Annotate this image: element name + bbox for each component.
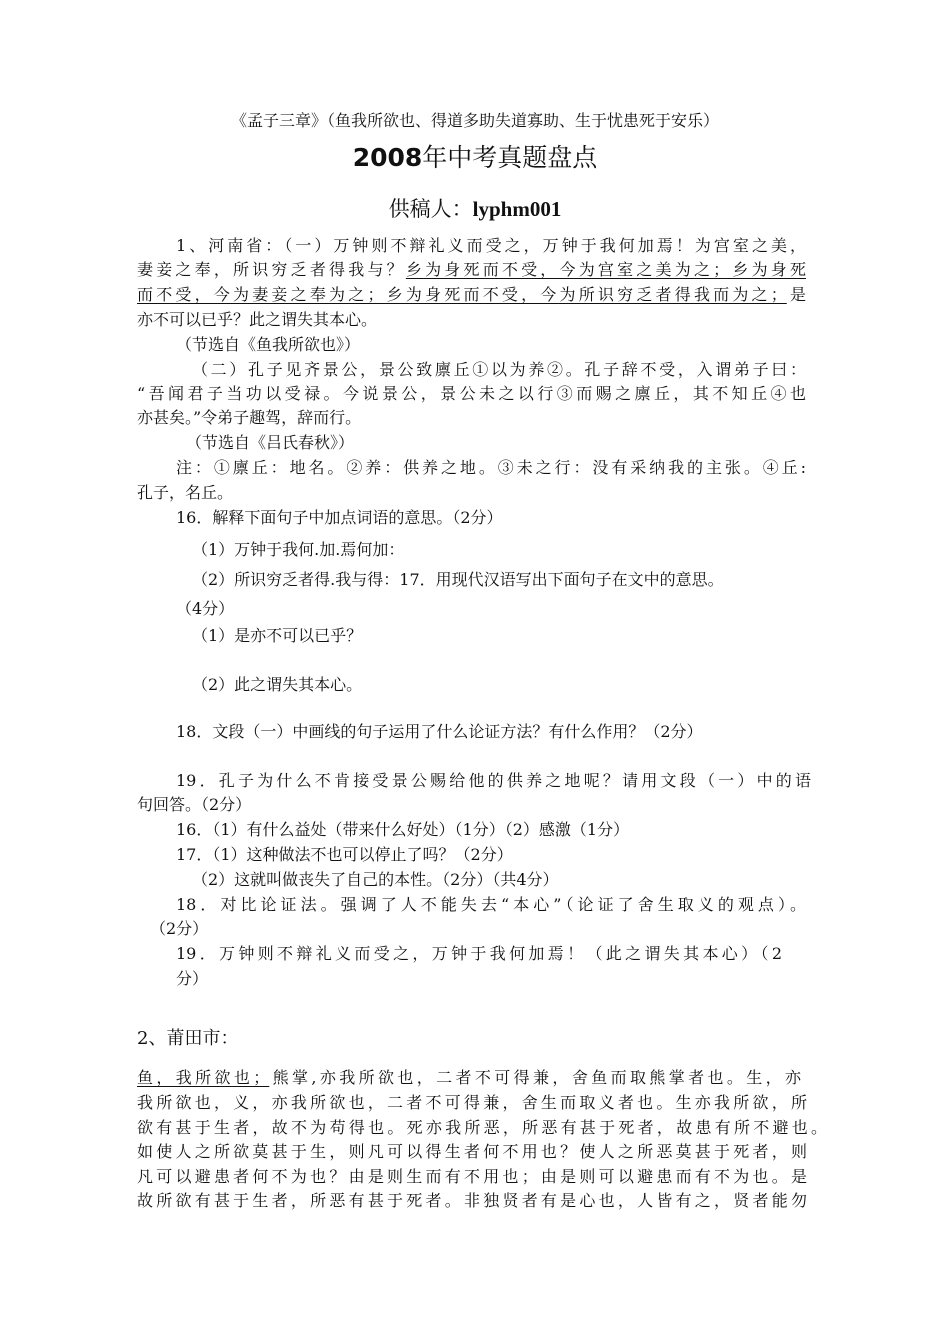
question-17-part-1: （1）是亦不可以已乎？ [192, 626, 363, 645]
title-year: 2008 [352, 143, 423, 172]
question-19-line-2: 句回答。（2分） [137, 795, 252, 814]
q1-passage2-line-3: 亦甚矣。”令弟子趣驾，辞而行。 [137, 408, 362, 427]
answer-19-line-1: 19．万钟则不辩礼义而受之，万钟于我何加焉！（此之谓失其本心）（2 [176, 944, 782, 963]
question-17-points: （4分） [176, 599, 235, 618]
q1-passage2-line-2: “吾闻君子当功以受禄。今说景公，景公未之以行③而赐之廪丘，其不知丘④也 [137, 384, 806, 403]
answer-18-line-1: 18．对比论证法。强调了人不能失去“本心”（论证了舍生取义的观点）。 [176, 895, 806, 914]
q1-line-2-underlined: 乡为身死而不受，今为宫室之美为之；乡为身死 [405, 260, 806, 279]
document-title [0, 138, 950, 174]
source-note-1: （节选自《鱼我所欲也》） [176, 335, 361, 354]
question-18: 18．文段（一）中画线的句子运用了什么论证方法？有什么作用？（2分） [176, 722, 703, 741]
contributor-line [0, 193, 950, 223]
q1-line-2-text: 妻妾之奉，所识穷乏者得我与？ [137, 260, 406, 279]
q2-line-5: 凡可以避患者何不为也？由是则生而有不用也；由是则可以避患而有不为也。是 [137, 1167, 807, 1186]
q1-line-4: 亦不可以已乎？此之谓失其本心。 [137, 310, 378, 329]
q2-line-3: 欲有甚于生者，故不为苟得也。死亦我所恶，所恶有甚于死者，故患有所不避也。 [137, 1118, 827, 1137]
q2-line-1-text: 熊掌,亦我所欲也，二者不可得兼，舍鱼而取熊掌者也。生，亦 [269, 1068, 801, 1087]
q2-line-6: 故所欲有甚于生者，所恶有甚于死者。非独贤者有是心也，人皆有之，贤者能勿 [137, 1191, 807, 1210]
contributor-name: lyphm001 [472, 197, 562, 221]
document-subtitle: 《孟子三章》（鱼我所欲也、得道多助失道寡助、生于忧患死于安乐） [230, 111, 719, 130]
answer-18-line-2: （2分） [150, 919, 209, 938]
q1-line-3-text: 是 [786, 285, 806, 304]
question-16-part-1: （1）万钟于我何.加.焉何加： [192, 540, 405, 559]
question-16-part-2: （2）所识穷乏者得.我与得：17．用现代汉语写出下面句子在文中的意思。 [192, 570, 724, 589]
answer-16: 16．（1）有什么益处（带来什么好处）（1分）（2）感激（1分） [176, 820, 630, 839]
question-19-line-1: 19．孔子为什么不肯接受景公赐给他的供养之地呢？请用文段（一）中的语 [176, 771, 811, 790]
q1-passage2-line-1: （二）孔子见齐景公，景公致廪丘①以为养②。孔子辞不受，入谓弟子曰： [192, 360, 806, 379]
title-text: 年中考真题盘点 [422, 143, 598, 172]
section-2-heading: 2、莆田市： [137, 1028, 239, 1049]
q1-line-3 [137, 283, 806, 307]
q2-line-2: 我所欲也，义，亦我所欲也，二者不可得兼，舍生而取义者也。生亦我所欲，所 [137, 1093, 807, 1112]
source-note-2: （节选自《吕氏春秋》） [186, 433, 355, 452]
q2-line-1-underlined: 鱼，我所欲也； [137, 1068, 270, 1087]
q2-line-4: 如使人之所欲莫甚于生，则凡可以得生者何不用也？使人之所恶莫甚于死者，则 [137, 1142, 807, 1161]
q1-line-2 [137, 258, 806, 282]
annotation-line-2: 孔子，名丘。 [137, 483, 234, 502]
q2-line-1 [137, 1066, 801, 1090]
answer-17-part-1: 17．（1）这种做法不也可以停止了吗？（2分） [176, 845, 513, 864]
annotation-line-1: 注：①廪丘：地名。②养：供养之地。③未之行：没有采纳我的主张。④丘: [176, 458, 806, 477]
question-16: 16．解释下面句子中加点词语的意思。（2分） [176, 508, 503, 527]
contributor-label: 供稿人： [388, 197, 473, 221]
question-17-part-2: （2）此之谓失其本心。 [192, 675, 363, 694]
answer-19-line-2: 分） [176, 969, 209, 988]
q1-line-1: 1、河南省：（一）万钟则不辩礼义而受之，万钟于我何加焉！为宫室之美， [176, 236, 806, 255]
answer-17-part-2: （2）这就叫做丧失了自己的本性。（2分）（共4分） [192, 870, 559, 889]
q1-line-3-underlined: 而不受，今为妻妾之奉为之；乡为身死而不受，今为所识穷乏者得我而为之； [137, 285, 787, 304]
